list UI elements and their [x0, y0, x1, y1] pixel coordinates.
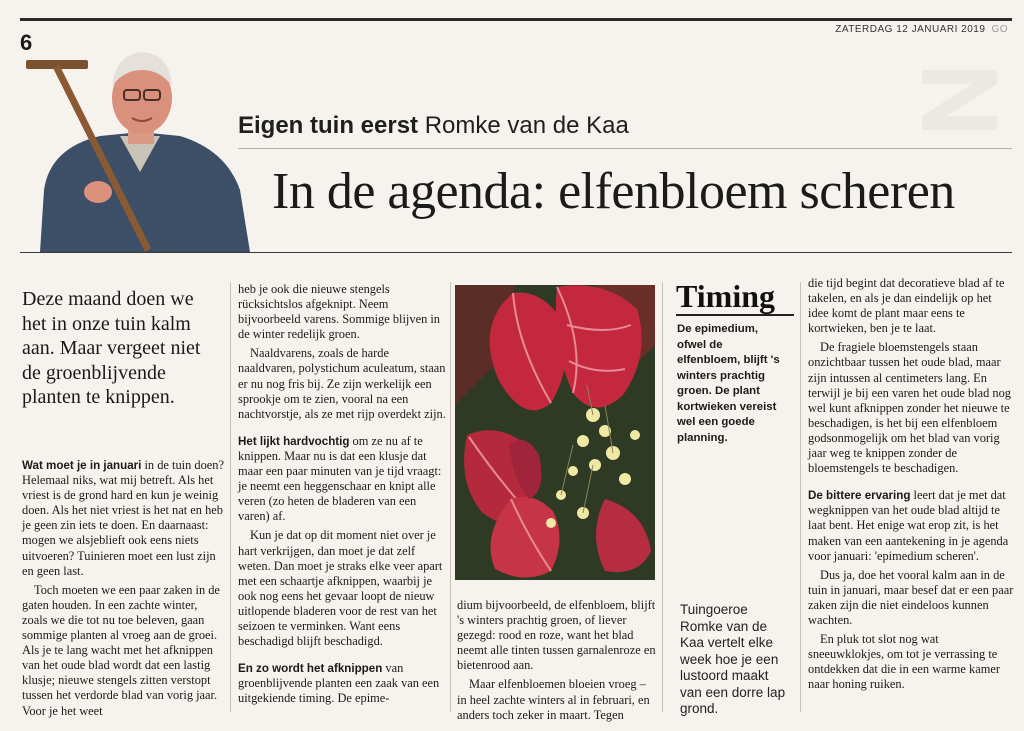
column-name: Eigen tuin eerst: [238, 112, 419, 139]
paragraph: [238, 434, 446, 525]
sidebar-rule: [676, 314, 794, 316]
page-number: 6: [20, 30, 33, 55]
paragraph-kicker: De bittere ervaring: [808, 489, 911, 503]
paragraph-text: in de tuin doen? Helemaal niks, wat mij betreft. Als het vriest is de grond hard en kun je weinig doen. Als het niet vriest is het nat en heb je geen zin iets te doen. En daarnaast: mogen we alsjeblieft ook eens niets uitvoeren? Tuinieren moet een lust zijn en geen last.: [22, 458, 224, 578]
top-rule: [20, 18, 1012, 21]
paragraph-text: van groenblijvende planten een zaak van een uitgekiende timing. De epime-: [238, 661, 440, 706]
paragraph: die tijd begint dat decoratieve blad af te takelen, en als je dan eindelijk op het idee komt de plant maar eens te kortwieken, ben je te laat.: [808, 276, 1005, 336]
paragraph: De fragiele bloemstengels staan onzichtbaar tussen het oude blad, maar zijn intussen al centimeters lang. En terwijl je bij een varen het oude blad nog wel kunt afknippen zonder het nieuwe te beschadigen, is het bij een elfenbloem godsonmogelijk om het blad van vorig jaar weg te knippen zonder de bloemstengels te beschadigen.: [808, 340, 1011, 476]
paragraph-text: leert dat je met dat wegknippen van het oude blad altijd te laat bent. Het enige wat erop zit, is het maken van een aantekening in je agenda voor januari: 'epimedium scheren'.: [808, 488, 1009, 563]
paragraph: Toch moeten we een paar zaken in de gaten houden. In een zachte winter, zoals we die tot nu toe beleven, gaan sommige planten al vroeg aan de groei. Als je te lang wacht met het afknippen van het oude blad wordt dat een lastig klusje; nieuwe stengels zitten verstopt tussen het verdorde blad van vorig jaar. Voor je het weet: [22, 582, 220, 718]
paragraph: [808, 488, 1014, 563]
column-divider: [230, 282, 231, 712]
paragraph: Dus ja, doe het vooral kalm aan in de tuin in januari, maar besef dat er een paar zaken zijn die niet eindeloos kunnen wachten.: [808, 567, 1014, 627]
article-column-2: [238, 282, 446, 710]
article-column-1: [22, 458, 224, 723]
sidebar-text: De epimedium, ofwel de elfenbloem, blijft 's winters prachtig groen. De plant kortwieken vereist wel een goede planning.: [677, 323, 780, 444]
paragraph: Maar elfenbloemen bloeien vroeg – in heel zachte winters al in februari, en anders toch zeker in maart. Tegen: [457, 677, 650, 722]
headline: In de agenda: elfenbloem scheren: [272, 163, 955, 220]
article-column-3: [457, 598, 657, 727]
column-divider: [800, 282, 801, 712]
author-bio: Tuingoeroe Romke van de Kaa vertelt elke week hoe je een lustoord maakt van een dorre lap grond.: [680, 602, 786, 716]
column-author: Romke van de Kaa: [424, 112, 629, 139]
column-title: [238, 112, 629, 140]
column-rule: [238, 148, 1012, 149]
paragraph: En pluk tot slot nog wat sneeuwklokjes, om tot je verrassing te ontdekken dat die in een warme kamer naar honing ruiken.: [808, 632, 1000, 692]
paragraph: dium bijvoorbeeld, de elfenbloem, blijft 's winters prachtig groen, of liever gezegd: rood en roze, want het blad neemt alle tinten tussen garnalenroze en bietenrood aan.: [457, 598, 656, 673]
column-divider: [450, 282, 451, 712]
paragraph: [22, 458, 224, 579]
date-text: ZATERDAG 12 JANUARI 2019: [835, 24, 986, 35]
paragraph-kicker: Wat moet je in januari: [22, 459, 142, 472]
header-separator: [20, 252, 1012, 253]
sidebar-title: Timing: [676, 278, 775, 314]
paragraph: Kun je dat op dit moment niet over je hart verkrijgen, dan moet je dat zelf weten. Dan moet je straks elke veer apart met een schaartje afknippen, waarbij je ook nog eens het gevaar loopt de nieuw uitlopende bladeren voor de rest van het seizoen te verminken. Want eens beschadigd blijft beschadigd.: [238, 528, 443, 649]
watermark-glyph: [912, 60, 1007, 130]
epimedium-photo: [455, 285, 655, 580]
paragraph-text: om ze nu af te knippen. Maar nu is dat een klusje dat maar een paar minuten van je tijd vraagt: je neemt een heggenschaar en knipt alle veren (zo heten de bladeren van een varen) af.: [238, 433, 442, 524]
article-column-5: [808, 276, 1014, 696]
paragraph-kicker: En zo wordt het afknippen: [238, 662, 383, 676]
paragraph: Naaldvarens, zoals de harde naaldvaren, polystichum aculeatum, staan er nu nog fris bij. Ze zijn werkelijk een sprookje om te zien, vooral na een nachtvorstje, als ze met rijp overdekt zijn.: [238, 346, 446, 421]
column-divider: [662, 282, 663, 712]
paragraph: heb je ook die nieuwe stengels rücksichtslos afgeknipt. Neem bijvoorbeeld varens. Sommige blijven in de winter redelijk groen.: [238, 282, 441, 342]
edition-code: GO: [991, 24, 1008, 35]
paragraph: [238, 661, 446, 706]
columnist-portrait: [20, 40, 260, 252]
dateline: [835, 24, 1008, 35]
intro-text: Deze maand doen we het in onze tuin kalm aan. Maar vergeet niet de groenblijvende planten te knippen.: [22, 288, 201, 408]
paragraph-kicker: Het lijkt hardvochtig: [238, 434, 350, 448]
